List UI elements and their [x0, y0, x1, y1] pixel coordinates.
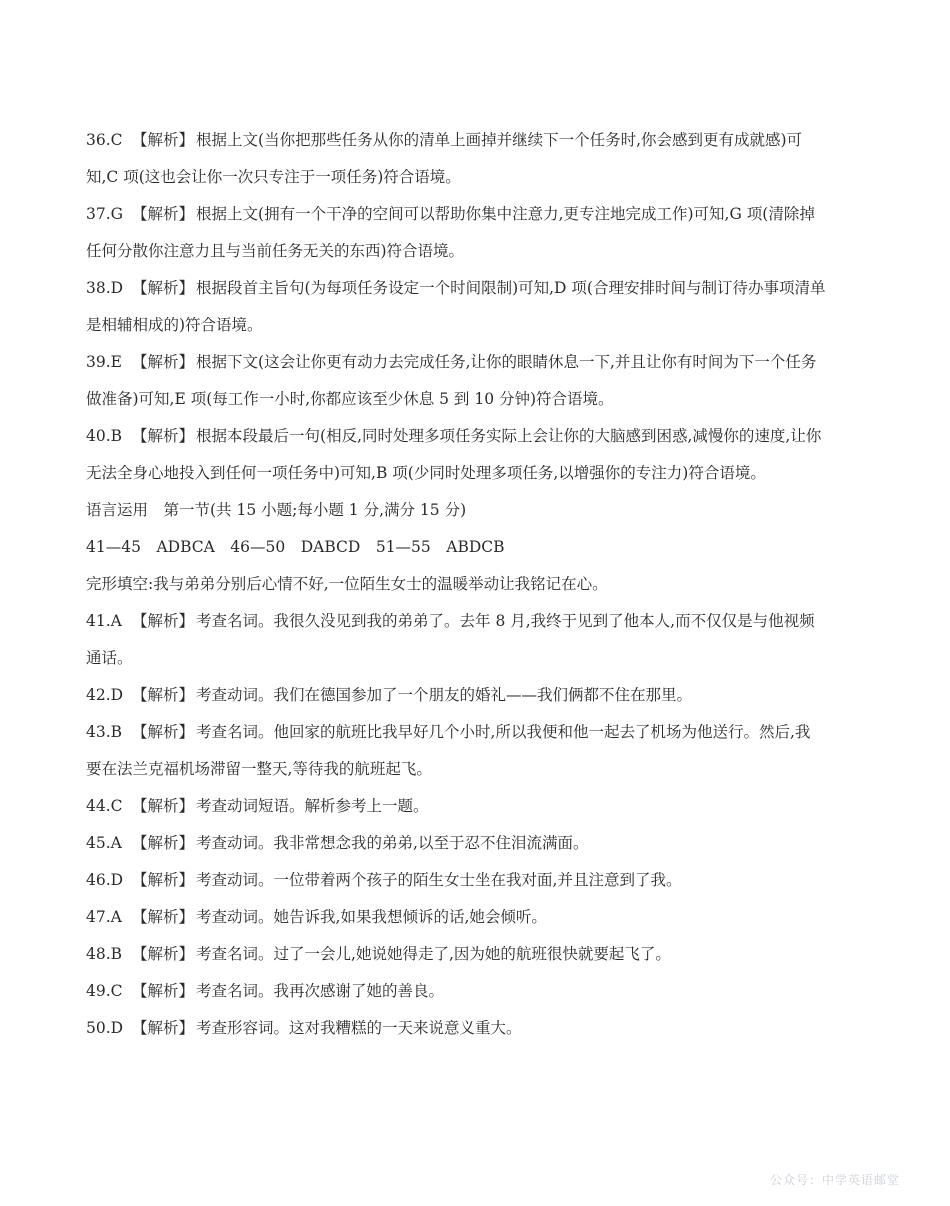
explanation-continued: 任何分散你注意力且与当前任务无关的东西)符合语境。 [86, 242, 465, 260]
watermark: 公众号：中学英语邮堂 [769, 1173, 900, 1187]
analysis-tag: 【解析】 [132, 945, 195, 963]
answer-item [86, 122, 876, 159]
analysis-tag: 【解析】 [132, 686, 195, 704]
analysis-tag: 【解析】 [132, 205, 195, 223]
answer-item [86, 603, 876, 640]
analysis-tag: 【解析】 [132, 908, 195, 926]
analysis-tag: 【解析】 [132, 612, 195, 630]
explanation-text: 根据上文(拥有一个干净的空间可以帮助你集中注意力,更专注地完成工作)可知,G 项(清除掉 [196, 205, 815, 223]
answer-item [86, 899, 876, 936]
explanation-text: 考查形容词。这对我糟糕的一天来说意义重大。 [196, 1019, 522, 1037]
answer-item [86, 825, 876, 862]
explanation-continued: 做准备)可知,E 项(每工作一小时,你都应该至少休息 5 到 10 分钟)符合语境。 [86, 390, 614, 408]
analysis-tag: 【解析】 [132, 131, 195, 149]
question-number: 48.B [86, 945, 123, 963]
explanation-continued: 是相辅相成的)符合语境。 [86, 316, 263, 334]
question-number: 42.D [86, 686, 124, 704]
explanation-continued: 要在法兰克福机场滞留一整天,等待我的航班起飞。 [86, 760, 432, 778]
question-number: 46.D [86, 871, 124, 889]
question-number: 49.C [86, 982, 123, 1000]
explanation-text: 根据段首主旨句(为每项任务设定一个时间限制)可知,D 项(合理安排时间与制订待办事项清单 [196, 279, 826, 297]
question-number: 40.B [86, 427, 123, 445]
explanation-text: 考查动词短语。解析参考上一题。 [196, 797, 429, 815]
explanation-text: 根据上文(当你把那些任务从你的清单上画掉并继续下一个任务时,你会感到更有成就感)可 [196, 131, 803, 149]
section-title: 语言运用 第一节(共 15 小题;每小题 1 分,满分 15 分) [86, 501, 467, 519]
explanation-text: 考查动词。一位带着两个孩子的陌生女士坐在我对面,并且注意到了我。 [196, 871, 682, 889]
answer-item [86, 677, 876, 714]
passage-summary: 完形填空:我与弟弟分别后心情不好,一位陌生女士的温暖举动让我铭记在心。 [86, 575, 608, 593]
answer-item [86, 788, 876, 825]
question-number: 41.A [86, 612, 122, 630]
question-number: 47.A [86, 908, 122, 926]
explanation-text: 根据下文(这会让你更有动力去完成任务,让你的眼睛休息一下,并且让你有时间为下一个任务 [196, 353, 817, 371]
explanation-continued: 知,C 项(这也会让你一次只专注于一项任务)符合语境。 [86, 168, 461, 186]
answer-item [86, 936, 876, 973]
answer-item [86, 418, 876, 455]
analysis-tag: 【解析】 [132, 797, 195, 815]
question-number: 50.D [86, 1019, 124, 1037]
answer-key: 41—45 ADBCA 46—50 DABCD 51—55 ABDCB [86, 538, 505, 556]
question-number: 38.D [86, 279, 124, 297]
question-number: 39.E [86, 353, 122, 371]
explanation-text: 考查动词。她告诉我,如果我想倾诉的话,她会倾听。 [196, 908, 547, 926]
explanation-text: 考查名词。我再次感谢了她的善良。 [196, 982, 445, 1000]
answer-item [86, 973, 876, 1010]
explanation-text: 考查名词。过了一会儿,她说她得走了,因为她的航班很快就要起飞了。 [196, 945, 671, 963]
explanation-text: 考查名词。我很久没见到我的弟弟了。去年 8 月,我终于见到了他本人,而不仅仅是与他视频 [196, 612, 815, 630]
analysis-tag: 【解析】 [132, 982, 195, 1000]
question-number: 36.C [86, 131, 123, 149]
analysis-tag: 【解析】 [132, 871, 195, 889]
answer-item [86, 714, 876, 751]
analysis-tag: 【解析】 [132, 723, 195, 741]
document-page [86, 122, 876, 1047]
answer-item [86, 196, 876, 233]
explanation-text: 考查动词。我们在德国参加了一个朋友的婚礼——我们俩都不住在那里。 [196, 686, 693, 704]
explanation-continued: 无法全身心地投入到任何一项任务中)可知,B 项(少同时处理多项任务,以增强你的专注力)符合语境。 [86, 464, 766, 482]
question-number: 37.G [86, 205, 124, 223]
answer-item [86, 270, 876, 307]
explanation-text: 根据本段最后一句(相反,同时处理多项任务实际上会让你的大脑感到困惑,减慢你的速度,让你 [196, 427, 822, 445]
question-number: 45.A [86, 834, 122, 852]
question-number: 44.C [86, 797, 123, 815]
explanation-group-1 [86, 122, 876, 492]
explanation-continued: 通话。 [86, 649, 133, 667]
explanation-text: 考查动词。我非常想念我的弟弟,以至于忍不住泪流满面。 [196, 834, 589, 852]
analysis-tag: 【解析】 [132, 353, 195, 371]
explanation-text: 考查名词。他回家的航班比我早好几个小时,所以我便和他一起去了机场为他送行。然后,我 [196, 723, 811, 741]
answer-item [86, 344, 876, 381]
question-number: 43.B [86, 723, 123, 741]
analysis-tag: 【解析】 [132, 279, 195, 297]
analysis-tag: 【解析】 [132, 427, 195, 445]
answer-item [86, 862, 876, 899]
analysis-tag: 【解析】 [132, 1019, 195, 1037]
answer-item [86, 1010, 876, 1047]
analysis-tag: 【解析】 [132, 834, 195, 852]
explanation-group-2 [86, 603, 876, 1047]
